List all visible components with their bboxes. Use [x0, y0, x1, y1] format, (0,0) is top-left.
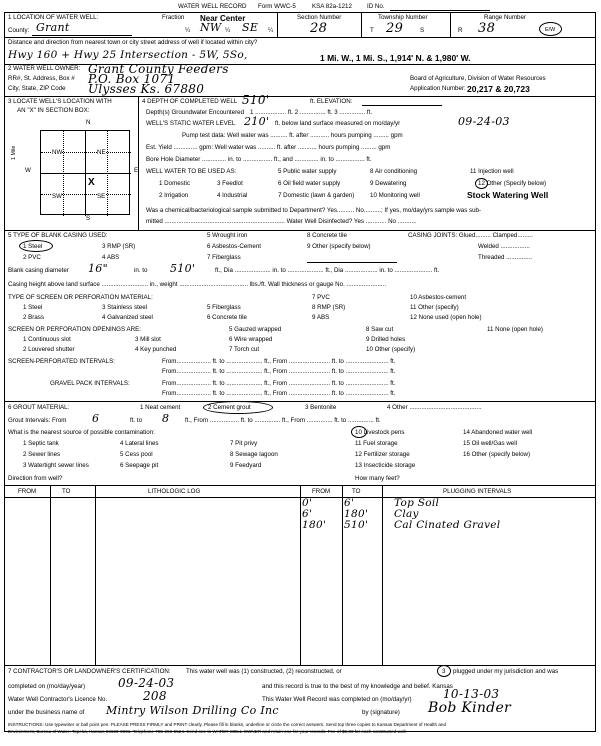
section-label: Section Number [297, 14, 342, 21]
log-row-from[interactable]: 180' [302, 519, 327, 531]
s4-heading: 4 DEPTH OF COMPLETED WELL [142, 98, 238, 105]
chem-question: Was a chemical/bacteriological sample submitted to Department? Yes.......... No..........; If yes, mo/day/yrs sample was sub- [146, 207, 482, 214]
s3-heading: 3 LOCATE WELL'S LOCATION WITH [8, 98, 112, 105]
grout-1[interactable]: 1 Neat cement [140, 404, 181, 411]
howmany-label: How many feet? [355, 475, 400, 482]
log-plug-header: PLUGGING INTERVALS [443, 488, 512, 495]
casing-3[interactable]: 3 RMP (SR) [102, 243, 136, 250]
bore-diameter: Bore Hole Diameter .............. in. to ................. ft., and .............. in. to ................. ft. [146, 156, 372, 163]
signature-label: by (signature) [362, 709, 400, 716]
direction-label: Direction from well? [8, 475, 63, 482]
screen-11[interactable]: 11 Other (specify) [410, 304, 459, 311]
county-label: County: [8, 27, 30, 34]
casing-1-circle [19, 240, 53, 252]
static-value[interactable]: 210' [244, 115, 270, 128]
quad-sw: SW [52, 193, 62, 200]
pump-test: Pump test data: Well water was .......... ft. after ........... hours pumping ......... gpm [182, 132, 403, 139]
opening-2[interactable]: 2 Louvered shutter [23, 346, 75, 353]
opening-11[interactable]: 11 None (open hole) [487, 326, 543, 333]
completed-date[interactable]: 09-24-03 [118, 676, 175, 690]
screen-9[interactable]: 9 ABS [312, 314, 330, 321]
use-6[interactable]: 6 Oil field water supply [278, 180, 341, 187]
use-5[interactable]: 5 Public water supply [278, 168, 337, 175]
use-12[interactable]: 12 Other (Specify below) [478, 180, 547, 187]
s5-heading: 5 TYPE OF BLANK CASING USED: [8, 232, 108, 239]
quarter-2: ¼ [225, 27, 231, 34]
compass-n: N [86, 119, 91, 126]
joints-threaded[interactable]: Threaded ............... [478, 254, 532, 261]
blank-diameter-label: Blank casing diameter [8, 267, 69, 274]
distance-value[interactable]: Hwy 160 + Hwy 25 Intersection - 5W, 5So, [8, 49, 248, 61]
city-label: City, State, ZIP Code [8, 85, 66, 92]
owner-value[interactable]: Grant County Feeders [88, 62, 229, 76]
grout-to-label: ft. to [130, 417, 143, 424]
township-value[interactable]: 29 [386, 21, 404, 36]
openings-label: SCREEN OR PERFORATION OPENINGS ARE: [8, 326, 141, 333]
elevation-label: ft. ELEVATION: [310, 98, 353, 105]
contam-7[interactable]: 7 Pit privy [230, 440, 258, 447]
log-row-desc[interactable]: Cal Cinated Gravel [394, 519, 501, 531]
casing-joints: CASING JOINTS: Glued......... Clamped......... [408, 232, 533, 239]
cert-option-3[interactable]: 3 [442, 668, 446, 675]
opening-10[interactable]: 10 Other (specify) [366, 346, 416, 353]
township-s: S [420, 27, 425, 34]
record-date[interactable]: 10-13-03 [443, 687, 500, 701]
fraction-value[interactable]: Near Center [200, 14, 246, 23]
quad-nw: NW [52, 149, 63, 156]
opening-4[interactable]: 4 Key punched [135, 346, 177, 353]
chem-question-2: mitted ...................................................................... Water Well Disinfected? Yes ............ No ........... [146, 218, 417, 225]
form-title: WATER WELL RECORD [178, 3, 247, 10]
screen-3[interactable]: 3 Stainless steel [102, 304, 148, 311]
opening-6[interactable]: 6 Wire wrapped [229, 336, 273, 343]
instructions-2: Environment, Bureau of Water, Topeka, Kansas 66620-0001. Telephone 785-296-5524. Send one to WATER WELL OWNER and retain one for your records. Fee of $5.00 for each constructed well. [8, 729, 407, 734]
screen-material-label: TYPE OF SCREEN OR PERFORATION MATERIAL: [8, 294, 153, 301]
grout-to-value[interactable]: 8 [162, 412, 170, 425]
opening-3[interactable]: 3 Mill slot [135, 336, 161, 343]
range-r: R [458, 27, 463, 34]
casing-4[interactable]: 4 ABS [102, 254, 120, 261]
screen-1[interactable]: 1 Steel [23, 304, 43, 311]
grout-interval-label: Grout Intervals: From [8, 417, 67, 424]
quad-ne: NE [97, 149, 106, 156]
s6-heading: 6 GROUT MATERIAL: [8, 404, 70, 411]
joints-welded[interactable]: Welded ................. [478, 243, 530, 250]
grout-tail: ft., From ................. ft. to ............... ft., From ............... ft. to ............... ft. [185, 417, 381, 424]
board-label: Board of Agriculture, Division of Water Resources [410, 75, 546, 82]
range-label: Range Number [484, 14, 526, 21]
screen-5[interactable]: 5 Fiberglass [207, 304, 241, 311]
opening-8[interactable]: 8 Saw cut [366, 326, 394, 333]
screen-7[interactable]: 7 PVC [312, 294, 330, 301]
contam-13[interactable]: 13 Insecticide storage [355, 462, 416, 469]
instructions-1: INSTRUCTIONS: Use typewriter or ball point pen. PLEASE PRESS FIRMLY and PRINT clearly. Please fill in blanks, underline or circle the correct answers. Send top three copies to Kansas Department of Health and [8, 722, 447, 727]
log-row-from[interactable]: 6' [302, 508, 313, 520]
casing-7[interactable]: 7 Fiberglass [207, 254, 241, 261]
static-label: WELL'S STATIC WATER LEVEL [146, 120, 236, 127]
gravel-row-1[interactable]: From.................... ft. to ..................... ft., From ........................ ft. to ......................... ft. [162, 380, 396, 387]
distance-label: Distance and direction from nearest town or city street address of well if located within city? [8, 39, 258, 46]
township-label: Township Number [378, 14, 428, 21]
log-to-header: TO [62, 488, 71, 495]
use-11[interactable]: 11 Injection well [470, 168, 514, 175]
opening-5[interactable]: 5 Gauzed wrapped [229, 326, 282, 333]
form-number: Form WWC-5 [258, 3, 296, 10]
completed-label: completed on (mo/day/year) [8, 683, 86, 690]
license-label: Water Well Contractor's Licence No. [8, 696, 108, 703]
log-row-desc[interactable]: Clay [394, 508, 419, 520]
contam-3[interactable]: 3 Watertight sewer lines [23, 462, 89, 469]
range-ew: E/W [545, 27, 556, 33]
business-label: under the business name of [8, 709, 85, 716]
mile-label: 1 Mile [11, 145, 17, 160]
compass-s: S [86, 215, 91, 222]
contam-9[interactable]: 9 Feedyard [230, 462, 262, 469]
use-10[interactable]: 10 Monitoring well [370, 192, 420, 199]
quarter-3-value[interactable]: SE [242, 21, 259, 34]
contam-10-circle [351, 426, 367, 438]
distance-typed[interactable]: 1 Mi. W., 1 Mi. S., 1,914' N. & 1,980' W. [320, 53, 471, 63]
quarter-3: ¼ [268, 27, 274, 34]
grout-2[interactable]: 2 Cement grout [208, 404, 251, 411]
blank-to-value[interactable]: 510' [170, 262, 196, 275]
app-label: Application Number: [410, 85, 466, 92]
blank-diameter-value[interactable]: 16" [88, 262, 108, 275]
s7-heading: 7 CONTRACTOR'S OR LANDOWNER'S CERTIFICATION: [8, 668, 171, 675]
other-use-value[interactable]: Stock Watering Well [467, 190, 549, 200]
well-x-mark[interactable]: X [88, 177, 95, 188]
perf-row-1[interactable]: From.................... ft. to ..................... ft., From ........................ ft. to ......................... ft. [162, 358, 396, 365]
screen-10[interactable]: 10 Asbestos-cement [410, 294, 467, 301]
log-from2-header: FROM [312, 488, 331, 495]
casing-1[interactable]: 1 Steel [23, 243, 43, 250]
use-2[interactable]: 2 Irrigation [159, 192, 189, 199]
static-tail: ft. below land surface measured on mo/day/yr [275, 120, 401, 127]
grout-2-circle [203, 401, 273, 414]
contam-14[interactable]: 14 Abandoned water well [463, 429, 533, 436]
section-box[interactable] [40, 130, 130, 215]
use-9[interactable]: 9 Dewatering [370, 180, 407, 187]
gw-encountered: Depth(s) Groundwater Encountered [146, 109, 245, 116]
contam-5[interactable]: 5 Cess pool [120, 451, 153, 458]
record-completed-label: This Water Well Record was completed on (mo/day/yr) [262, 696, 412, 703]
blank-in-to: in. to [134, 267, 148, 274]
opening-7[interactable]: 7 Torch cut [229, 346, 260, 353]
log-litho-header: LITHOLOGIC LOG [148, 488, 201, 495]
contam-16[interactable]: 16 Other (specify below) [463, 451, 531, 458]
grout-4[interactable]: 4 Other .......................................... [387, 404, 482, 411]
cert-line-1: This water well was (1) constructed, (2) reconstructed, or [186, 668, 342, 675]
est-yield: Est. Yield .............. gpm: Well water was .......... ft. after ........... hours pumping ......... gpm [146, 144, 391, 151]
ksa-ref: KSA 82a-1212 [312, 3, 352, 10]
use-1[interactable]: 1 Domestic [159, 180, 190, 187]
use-12-circle [475, 178, 488, 189]
use-4[interactable]: 4 Industrial [217, 192, 248, 199]
license-value[interactable]: 208 [143, 689, 167, 703]
grout-3[interactable]: 3 Bentonite [305, 404, 337, 411]
log-row-to[interactable]: 510' [344, 519, 369, 531]
use-3[interactable]: 3 Feedlot [217, 180, 243, 187]
cert-line-1b: plugged under my jurisdiction and was [453, 668, 559, 675]
contam-11[interactable]: 11 Fuel storage [355, 440, 398, 447]
contam-12[interactable]: 12 Fertilizer storage [355, 451, 410, 458]
range-ew-circle [539, 22, 562, 36]
contam-10[interactable]: 10 Livestock pens [355, 429, 405, 436]
township-t: T [370, 27, 374, 34]
screen-4[interactable]: 4 Galvanized steel [102, 314, 153, 321]
address-label: RR#, St. Address, Box # [8, 75, 75, 82]
compass-w: W [25, 167, 31, 174]
gw-depths: 1 .................. ft. 2 ............... ft. 3 ............... ft. [250, 109, 373, 116]
screen-12[interactable]: 12 None used (open hole) [410, 314, 482, 321]
log-row-to[interactable]: 180' [344, 508, 369, 520]
address-value[interactable]: P.O. Box 1071 [88, 72, 176, 86]
casing-height: Casing height above land surface ........................... in., weight ........................................ lbs./ft. Wall thickness or gauge No. ....................... [8, 281, 387, 288]
casing-8[interactable]: 8 Concrete tile [307, 232, 347, 239]
quarter-2-value[interactable]: NW [200, 21, 222, 34]
perf-row-2[interactable]: From.................... ft. to ..................... ft., From ........................ ft. to ......................... ft. [162, 368, 396, 375]
business-value[interactable]: Mintry Wilson Drilling Co Inc [106, 704, 279, 717]
use-7[interactable]: 7 Domestic (lawn & garden) [278, 192, 355, 199]
opening-1[interactable]: 1 Continuous slot [23, 336, 71, 343]
city-value[interactable]: Ulysses Ks. 67880 [88, 82, 205, 96]
completed-tail: and this record is true to the best of my knowledge and belief. Kansas [262, 683, 453, 690]
log-from-header: FROM [18, 488, 37, 495]
quarter-1: ¼ [185, 27, 191, 34]
contam-15[interactable]: 15 Oil well/Gas well [463, 440, 517, 447]
s3-heading-2: AN "X" IN SECTION BOX: [17, 107, 90, 114]
use-8[interactable]: 8 Air conditioning [370, 168, 418, 175]
contam-1[interactable]: 1 Septic tank [23, 440, 59, 447]
log-row-from[interactable]: 0' [302, 497, 313, 509]
opening-9[interactable]: 9 Drilled holes [366, 336, 406, 343]
screen-6[interactable]: 6 Concrete tile [207, 314, 247, 321]
cert-option-3-circle [437, 665, 451, 677]
casing-2[interactable]: 2 PVC [23, 254, 41, 261]
s1-heading: 1 LOCATION OF WATER WELL: [8, 14, 99, 21]
county-value[interactable]: Grant [36, 21, 70, 34]
contam-2[interactable]: 2 Sewer lines [23, 451, 61, 458]
id-label: ID No. [367, 3, 385, 10]
casing-6[interactable]: 6 Asbestos-Cement [207, 243, 261, 250]
s2-heading: 2 WATER WELL OWNER: [8, 65, 81, 72]
section-value[interactable]: 28 [310, 21, 328, 36]
range-value[interactable]: 38 [478, 21, 496, 36]
casing-5[interactable]: 5 Wrought iron [207, 232, 248, 239]
compass-e: E [134, 167, 139, 174]
static-date[interactable]: 09-24-03 [458, 115, 510, 128]
casing-9[interactable]: 9 Other (specify below) [307, 243, 371, 250]
app-value[interactable]: 20,217 & 20,723 [467, 84, 530, 94]
gravel-row-2[interactable]: From.................... ft. to ..................... ft., From ........................ ft. to ......................... ft. [162, 390, 396, 397]
quad-se: SE [97, 193, 106, 200]
contamination-label: What is the nearest source of possible contamination: [8, 429, 155, 436]
contam-6[interactable]: 6 Seepage pit [120, 462, 159, 469]
gravel-intervals-label: GRAVEL PACK INTERVALS: [50, 380, 130, 387]
log-row-desc[interactable]: Top Soil [394, 497, 440, 509]
depth-value[interactable]: 510' [242, 93, 270, 107]
screen-8[interactable]: 8 RMP (SR) [312, 304, 346, 311]
fraction-label: Fraction [162, 14, 185, 21]
log-row-to[interactable]: 6' [344, 497, 355, 509]
log-to2-header: TO [352, 488, 361, 495]
contam-4[interactable]: 4 Lateral lines [120, 440, 159, 447]
contam-8[interactable]: 8 Sewage lagoon [230, 451, 278, 458]
blank-tail: ft., Dia ..................... in. to ..................... ft., Dia ................... in. to ...................... ft. [215, 267, 440, 274]
perf-intervals-label: SCREEN-PERFORATED INTERVALS: [8, 358, 115, 365]
screen-2[interactable]: 2 Brass [23, 314, 44, 321]
signature[interactable]: Bob Kinder [428, 700, 512, 716]
grout-from-value[interactable]: 6 [92, 412, 100, 425]
use-label: WELL WATER TO BE USED AS: [146, 168, 237, 175]
